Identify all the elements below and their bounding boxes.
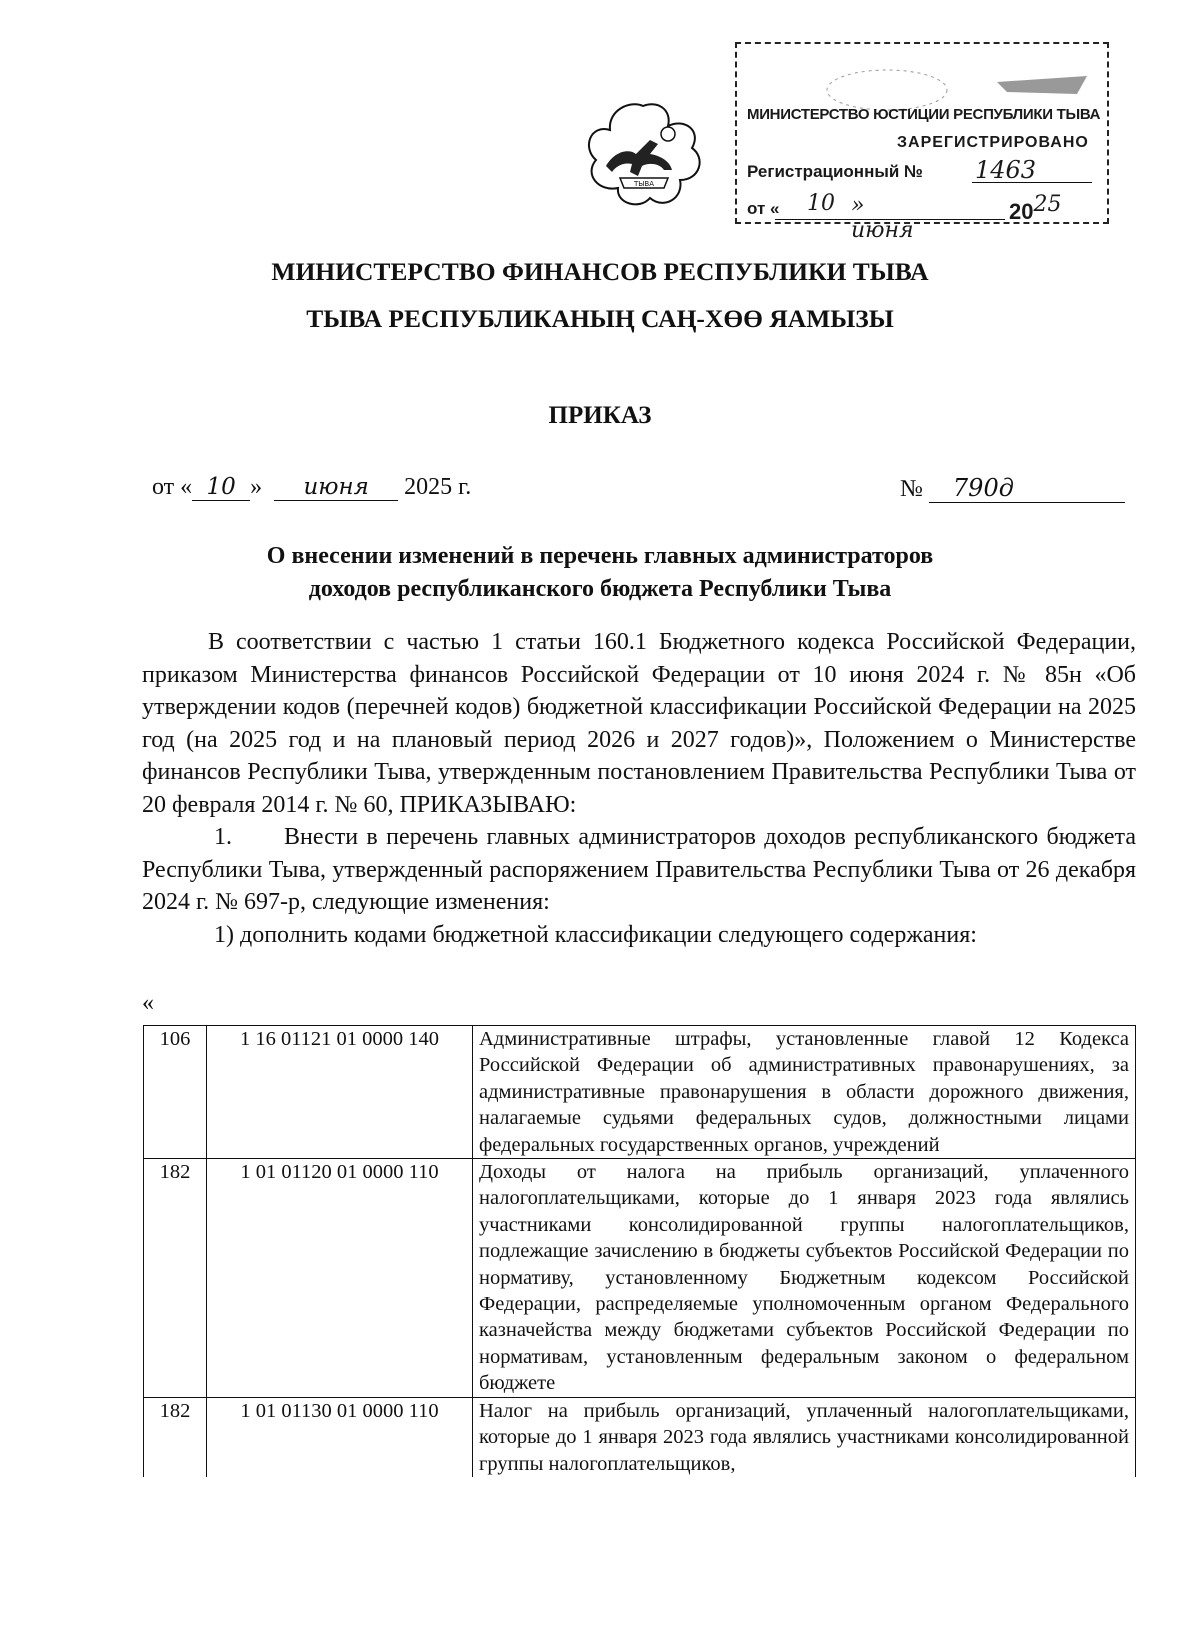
order-date-mid: » (250, 474, 263, 500)
kbk-code-cell: 1 16 01121 01 0000 140 (207, 1026, 473, 1159)
stamp-reg-number: 1463 (975, 156, 1037, 184)
order-date-prefix: от « (152, 474, 193, 500)
budget-codes-table (143, 1025, 1136, 1477)
opening-quote: « (142, 990, 154, 1016)
table-row (144, 1026, 1136, 1159)
stamp-date-day: 10 (807, 191, 835, 216)
order-date-month: июня (274, 474, 398, 501)
income-name-cell: Доходы от налога на прибыль организаций, уплаченного налогоплательщиками, которые до 1 января 2023 года являлись участниками консолидированной группы налогоплательщиков, подлежащие зачислению в бюджеты субъектов Российской Федерации по нормативу, установленному Бюджетным кодексом Российской Федерации, распределяемые уполномоченным органом Федерального казначейства между бюджетами субъектов Российской Федерации по нормативам, установленным федеральным законом о федеральном бюджете (473, 1159, 1136, 1398)
order-date (152, 474, 471, 501)
admin-code-cell: 182 (144, 1159, 207, 1398)
stamp-reg-label: Регистрационный № (747, 162, 923, 181)
registration-stamp (735, 42, 1109, 243)
item-1-1-paragraph: 1) дополнить кодами бюджетной классификации следующего содержания: (214, 921, 977, 948)
stamp-ministry-line: МИНИСТЕРСТВО ЮСТИЦИИ РЕСПУБЛИКИ ТЫВА (747, 106, 1101, 123)
admin-code-cell: 106 (144, 1026, 207, 1159)
table-row (144, 1159, 1136, 1398)
order-subject-line-1: О внесении изменений в перечень главных администраторов (266, 543, 934, 569)
stamp-date-prefix: от « (747, 199, 780, 218)
order-subject-line-2: доходов республиканского бюджета Республики Тыва (308, 576, 892, 602)
table-row (144, 1397, 1136, 1477)
stamp-registered-line: ЗАРЕГИСТРИРОВАНО (897, 134, 1089, 151)
stamp-reg-number-row (747, 156, 1037, 184)
order-date-year: 2025 г. (404, 474, 472, 500)
item-1-paragraph (142, 821, 1136, 919)
document-type-title: ПРИКАЗ (548, 402, 652, 429)
order-number-label: № (900, 476, 923, 502)
order-number (900, 474, 1125, 503)
stamp-date-mid: » (851, 193, 865, 218)
stamp-date-month-text: июня (851, 218, 914, 243)
item-1-text: Внести в перечень главных администраторов доходов республиканского бюджета Республики Тыва, утвержденный распоряжением Правительства Республики Тыва от 26 декабря 2024 г. № 697-р, следующие изменения: (142, 824, 1136, 915)
emblem-label: ТЫВА (633, 180, 655, 188)
stamp-year (1009, 192, 1062, 225)
kbk-code-cell: 1 01 01120 01 0000 110 (207, 1159, 473, 1398)
income-name-cell: Административные штрафы, установленные главой 12 Кодекса Российской Федерации об административных правонарушениях, за административные правонарушения в области дорожного движения, налагаемые судьями федеральных судов, должностными лицами федеральных государственных органов, учреждений (473, 1026, 1136, 1159)
kbk-code-cell: 1 01 01130 01 0000 110 (207, 1397, 473, 1477)
admin-code-cell: 182 (144, 1397, 207, 1477)
ministry-name-russian: МИНИСТЕРСТВО ФИНАНСОВ РЕСПУБЛИКИ ТЫВА (271, 257, 929, 286)
order-body (142, 626, 1136, 951)
order-date-day: 10 (192, 474, 250, 501)
preamble-paragraph: В соответствии с частью 1 статьи 160.1 Бюджетного кодекса Российской Федерации, приказом Министерства финансов Российской Федерации от 10 июня 2024 г. № 85н «Об утверждении кодов (перечней кодов) бюджетной классификации Российской Федерации на 2025 год (на 2025 год и на плановый период 2026 и 2027 годов)», Положением о Министерстве финансов Республики Тыва, утвержденным постановлением Правительства Республики Тыва от 20 февраля 2014 г. № 60, ПРИКАЗЫВАЮ: (142, 629, 1136, 818)
tuva-emblem (580, 100, 706, 212)
stamp-date-month (851, 193, 914, 243)
order-number-value: 790д (929, 474, 1125, 503)
stamp-year-suffix: 25 (1033, 192, 1062, 217)
income-name-cell: Налог на прибыль организаций, уплаченный налогоплательщиками, которые до 1 января 2023 года являлись участниками консолидированной группы налогоплательщиков, (473, 1397, 1136, 1477)
item-1-number: 1. (214, 824, 232, 850)
stamp-year-prefix: 20 (1009, 199, 1034, 224)
ministry-name-tuvan: ТЫВА РЕСПУБЛИКАНЫҢ САҢ-ХӨӨ ЯАМЫЗЫ (306, 304, 894, 333)
stamp-date-row (747, 191, 1062, 243)
order-subject (0, 540, 1200, 606)
emblem-image (580, 100, 706, 212)
